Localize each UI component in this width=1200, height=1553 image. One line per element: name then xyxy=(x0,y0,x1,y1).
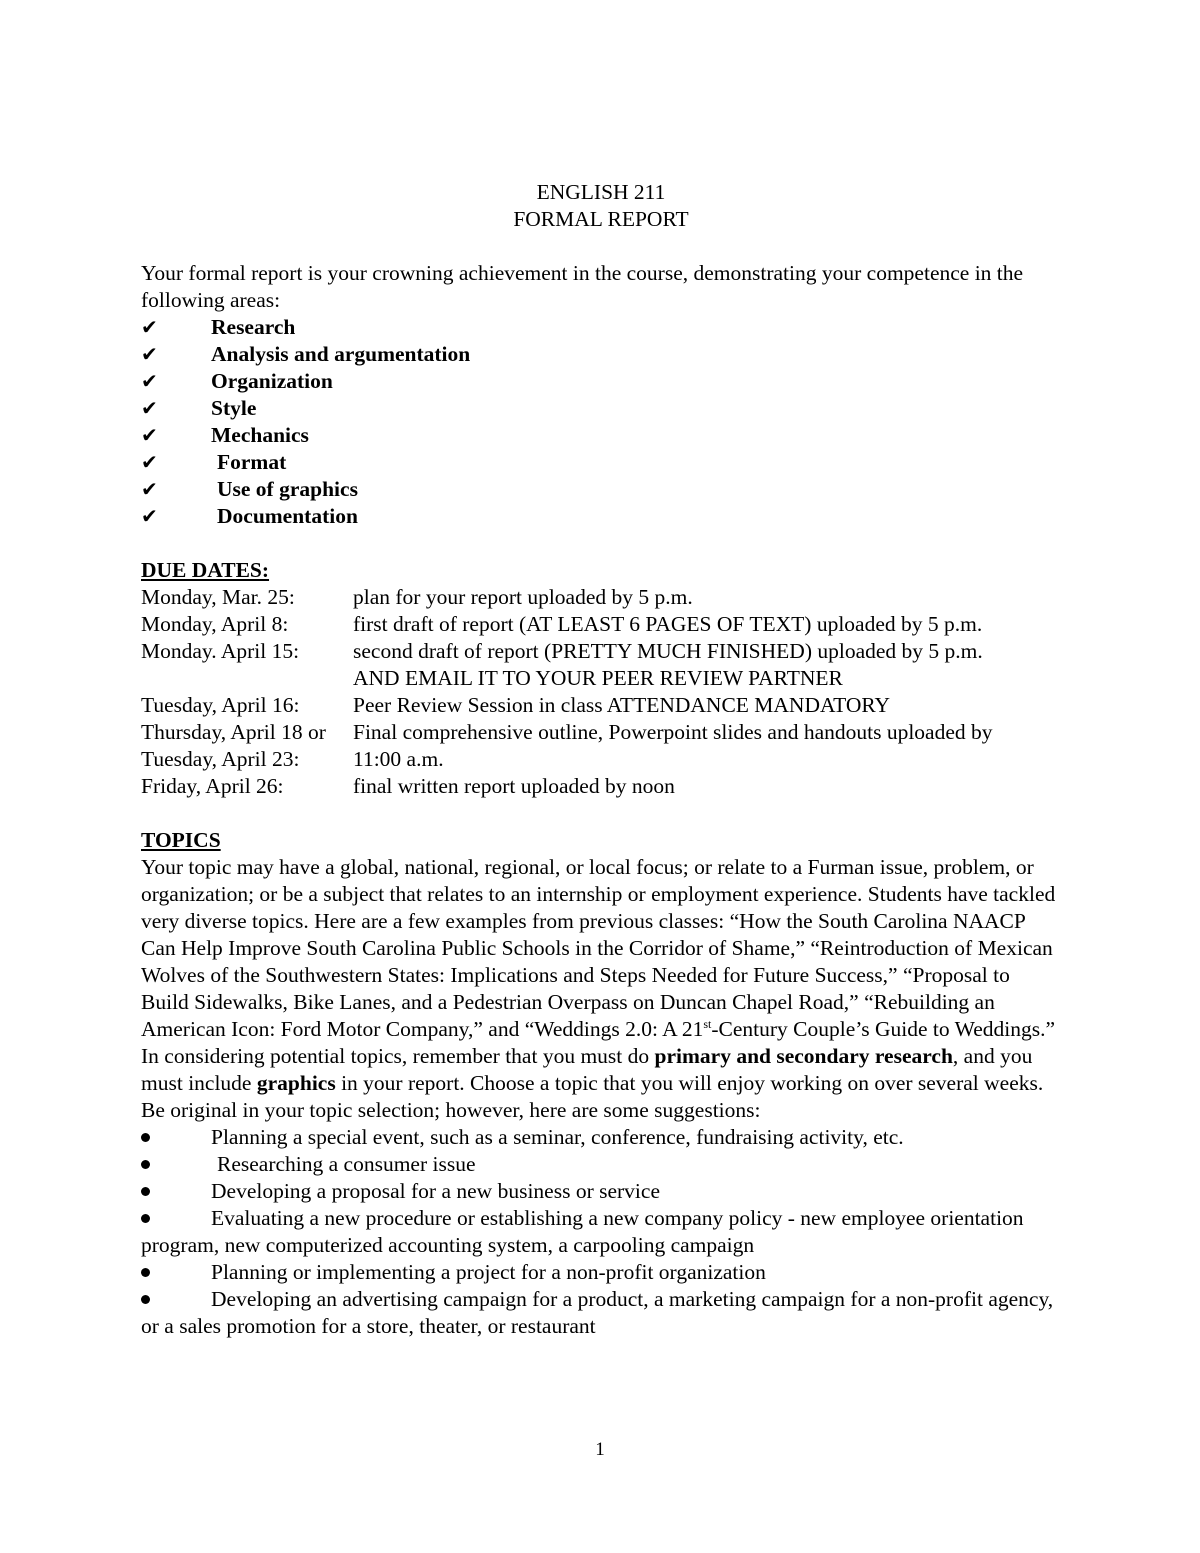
spacer xyxy=(141,233,1061,260)
competency-item xyxy=(141,422,1061,449)
due-date-row xyxy=(141,611,1061,638)
competency-item xyxy=(141,449,1061,476)
suggestion-text: Evaluating a new procedure or establishing a new company policy - new employee orientation program, new computerized accounting system, a carpooling campaign xyxy=(141,1206,1024,1257)
due-date-row xyxy=(141,773,1061,800)
topics-text: in your report. Choose a topic that you will enjoy working on over several weeks. Be original in your topic selection; however, here are some suggestions: xyxy=(141,1071,1044,1122)
due-description xyxy=(353,638,1061,692)
intro-paragraph: Your formal report is your crowning achievement in the course, demonstrating your competence in the following areas: xyxy=(141,261,1024,312)
competency-label: Style xyxy=(211,396,257,420)
document-body xyxy=(141,179,1061,1340)
suggestion-text: Planning or implementing a project for a non-profit organization xyxy=(211,1260,766,1284)
competency-label: Organization xyxy=(211,369,333,393)
topics-heading: TOPICS xyxy=(141,828,221,852)
check-icon: ✔ xyxy=(141,477,158,501)
competency-item xyxy=(141,503,1061,530)
due-date: Tuesday, April 16: xyxy=(141,693,300,717)
bullet-icon xyxy=(141,1214,150,1223)
suggestion-item xyxy=(141,1151,1061,1178)
competency-item xyxy=(141,341,1061,368)
topics-text: , and you must include xyxy=(141,1044,1033,1095)
due-date-row xyxy=(141,584,1061,611)
competency-label: Research xyxy=(211,315,296,339)
suggestion-text: Researching a consumer issue xyxy=(217,1152,476,1176)
competency-list xyxy=(141,314,1061,530)
topics-text: -Century Couple’s Guide to Weddings.” In considering potential topics, remember that you must do xyxy=(141,1017,1055,1068)
topics-text: Your topic may have a global, national, regional, or local focus; or relate to a Furman issue, problem, or organization; or be a subject that relates to an internship or employment experience. Students have tackled very diverse topics. Here are a few examples from previous classes: “How the South Carolina NAACP Can Help Improve South Carolina Public Schools in the Corridor of Shame,” “Reintroduction of Mexican Wolves of the Southwestern States: Implications and Steps Needed for Future Success,” “Proposal to Build Sidewalks, Bike Lanes, and a Pedestrian Overpass on Duncan Chapel Road,” “Rebuilding an American Icon: Ford Motor Company,” and “Weddings 2.0: A 21 xyxy=(141,855,1056,1041)
course-title: ENGLISH 211 xyxy=(536,180,666,204)
bullet-icon xyxy=(141,1133,150,1142)
due-date: Monday, April 8: xyxy=(141,612,289,636)
competency-item xyxy=(141,395,1061,422)
due-description xyxy=(353,611,1061,638)
due-description-text: final written report uploaded by noon xyxy=(353,774,675,798)
suggestion-text: Planning a special event, such as a seminar, conference, fundraising activity, etc. xyxy=(211,1125,904,1149)
bullet-icon xyxy=(141,1295,150,1304)
due-description-text: Final comprehensive outline, Powerpoint slides and handouts uploaded by xyxy=(353,720,993,744)
due-date-row xyxy=(141,692,1061,719)
competency-item xyxy=(141,476,1061,503)
suggestion-item xyxy=(141,1124,1061,1151)
emphasis-research: primary and secondary research xyxy=(654,1044,953,1068)
due-description xyxy=(353,773,1061,800)
competency-label: Mechanics xyxy=(211,423,309,447)
due-description xyxy=(353,719,1061,746)
check-icon: ✔ xyxy=(141,369,158,393)
competency-item xyxy=(141,368,1061,395)
due-date: Monday. April 15: xyxy=(141,639,300,663)
check-icon: ✔ xyxy=(141,396,158,420)
due-description-text: 11:00 a.m. xyxy=(353,747,444,771)
due-date: Friday, April 26: xyxy=(141,774,284,798)
suggestion-list xyxy=(141,1124,1061,1340)
due-date-row xyxy=(141,746,1061,773)
due-date: Monday, Mar. 25: xyxy=(141,585,295,609)
due-description-text: first draft of report (AT LEAST 6 PAGES OF TEXT) uploaded by 5 p.m. xyxy=(353,612,983,636)
topics-paragraph xyxy=(141,854,1061,1124)
due-description xyxy=(353,584,1061,611)
competency-label: Format xyxy=(217,450,287,474)
check-icon: ✔ xyxy=(141,315,158,339)
check-icon: ✔ xyxy=(141,504,158,528)
report-title: FORMAL REPORT xyxy=(513,207,689,231)
suggestion-item xyxy=(141,1259,1061,1286)
due-description xyxy=(353,746,1061,773)
check-icon: ✔ xyxy=(141,423,158,447)
competency-label: Use of graphics xyxy=(217,477,358,501)
ordinal-superscript: st xyxy=(703,1016,712,1031)
due-dates-heading: DUE DATES: xyxy=(141,558,270,582)
bullet-icon xyxy=(141,1187,150,1196)
due-dates-table xyxy=(141,584,1061,800)
bullet-icon xyxy=(141,1160,150,1169)
bullet-icon xyxy=(141,1268,150,1277)
page-number: 1 xyxy=(595,1439,605,1460)
check-icon: ✔ xyxy=(141,450,158,474)
suggestion-item xyxy=(141,1286,1061,1340)
check-icon: ✔ xyxy=(141,342,158,366)
due-date-row xyxy=(141,638,1061,692)
spacer xyxy=(141,530,1061,557)
spacer xyxy=(141,800,1061,827)
due-description-text: Peer Review Session in class ATTENDANCE MANDATORY xyxy=(353,693,891,717)
suggestion-text: Developing an advertising campaign for a product, a marketing campaign for a non-profit agency, or a sales promotion for a store, theater, or restaurant xyxy=(141,1287,1054,1338)
due-date-row xyxy=(141,719,1061,746)
due-description-text: plan for your report uploaded by 5 p.m. xyxy=(353,585,693,609)
due-date: Thursday, April 18 or xyxy=(141,720,326,744)
competency-label: Documentation xyxy=(217,504,358,528)
competency-label: Analysis and argumentation xyxy=(211,342,471,366)
due-description xyxy=(353,692,1061,719)
suggestion-item xyxy=(141,1178,1061,1205)
due-description-text: second draft of report (PRETTY MUCH FINISHED) uploaded by 5 p.m. xyxy=(353,639,983,663)
suggestion-item xyxy=(141,1205,1061,1259)
suggestion-text: Developing a proposal for a new business or service xyxy=(211,1179,660,1203)
due-description-text-line2: AND EMAIL IT TO YOUR PEER REVIEW PARTNER xyxy=(353,666,843,690)
competency-item xyxy=(141,314,1061,341)
emphasis-graphics: graphics xyxy=(256,1071,336,1095)
due-date: Tuesday, April 23: xyxy=(141,747,300,771)
